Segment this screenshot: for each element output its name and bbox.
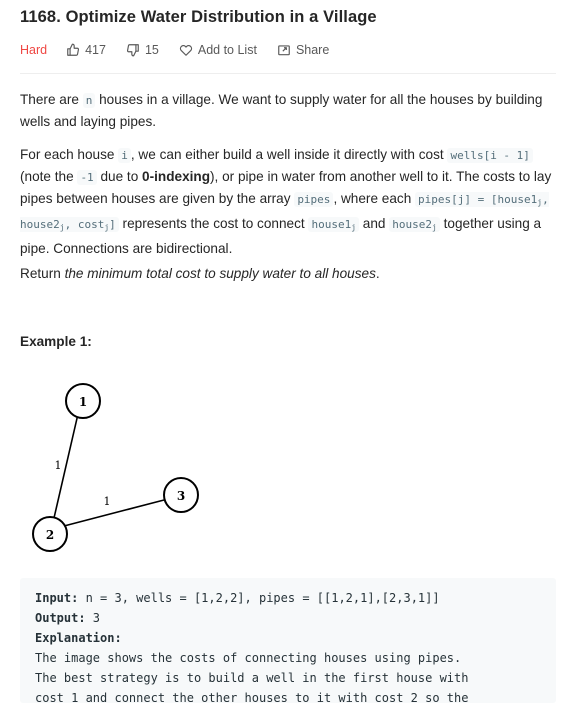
edge-2-3 [64,500,164,526]
edge-2-3-weight: 1 [103,495,111,508]
share-icon [277,43,291,57]
example-io-block: Input: n = 3, wells = [1,2,2], pipes = [[1,2,1],[2,3,1]] Output: 3 Explanation: The image shows the costs of connecting houses using pipes. The best strategy is to build a well in the first house with cost 1 and connect the other houses to it with cost 2 so the [20,578,556,703]
difficulty-badge: Hard [20,43,48,57]
node-3-label: 3 [176,489,186,503]
thumbs-up-icon [66,43,80,57]
example-graph-image [28,376,218,556]
dislike-count: 15 [144,43,159,57]
edge-1-2-weight: 1 [54,459,62,472]
node-1-label: 1 [78,395,88,409]
like-count: 417 [85,43,106,57]
thumbs-down-icon [126,43,140,57]
add-to-list-label: Add to List [197,43,257,57]
heart-icon [179,43,193,57]
description-paragraph-2: For each house i , we can either build a well inside it directly with cost wells[i - 1] (note the -1 due to 0-indexing), or pipe in water from another well to it. The costs to lay pipes between houses are given by the array pipes , where each pipes[j] = [$house1_j$, $house2_j$, cost$_j$] represents the cost to connect $house1_j$ and $house2_j$ together using a pipe. Connections are bidirectional. [20,147,552,256]
share-label: Share [295,43,330,57]
share-button[interactable] [277,43,329,57]
problem-meta-bar [20,41,349,59]
description-paragraph-1: There are n houses in a village. We want to supply water for all the houses by building wells and laying pipes. [20,92,543,129]
example-title: Example 1: [20,334,92,349]
like-button[interactable] [66,43,106,57]
node-2-label: 2 [45,528,55,542]
problem-title: 1168. Optimize Water Distribution in a Village [20,8,377,26]
add-to-list-button[interactable] [179,43,257,57]
header-divider [20,73,556,74]
description-paragraph-3: Return the minimum total cost to supply water to all houses. [20,266,380,281]
dislike-button[interactable] [126,43,159,57]
